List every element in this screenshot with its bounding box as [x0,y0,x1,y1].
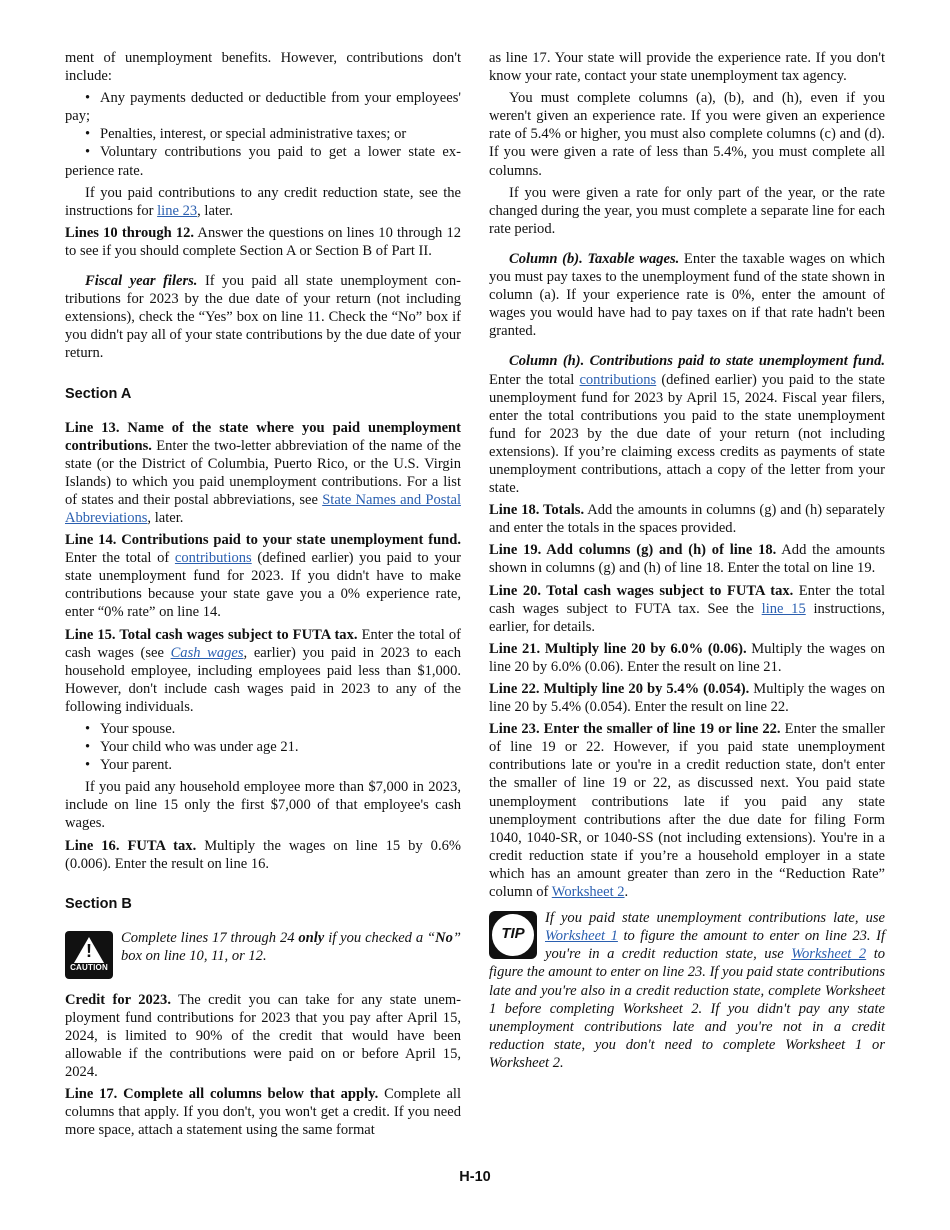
list-item: • Your parent. [65,756,461,774]
worksheet-2-link[interactable]: Worksheet 2 [551,884,625,901]
lines-10-12-heading: Lines 10 through 12. [65,224,195,241]
experience-rate-paragraph: as line 17. Your state will provide the experience rate. If you don't know your rate, contact your state unemployment tax agency. [489,50,885,85]
lines-10-12-paragraph: Lines 10 through 12. Answer the questions on lines 10 through 12 to see if you should complete Section A or Section B of Part II. [65,224,461,259]
tip-label: TIP [501,925,525,943]
line-19-paragraph: Line 19. Add columns (g) and (h) of line 18. Add the amounts shown in columns (g) and (h) of line 18. Enter the total on line 19. [489,542,885,577]
line-14-heading: Line 14. Contributions paid to your state unemployment fund. [65,532,461,549]
left-column [65,49,461,1144]
column-b-paragraph: Column (b). Taxable wages. Enter the taxable wages on which you must pay taxes to the unemployment fund of the state shown in column (a). If your experience rate is 0%, enter the amount of wages you would have had to pay taxes on if that rate hadn't been granted. [489,250,885,340]
page-number: H-10 [459,1169,491,1185]
worksheet-1-link[interactable]: Worksheet 1 [545,928,618,945]
required-columns-paragraph: You must complete columns (a), (b), and (h), even if you weren't given an experience rate. If you were given an experience rate of 5.4% or higher, you must also complete columns (c) and (d). If you were given a rate of less than 5.4%, you must complete all columns. [489,90,885,179]
line-13-paragraph: Line 13. Name of the state where you paid unemployment contributions. Enter the two-letter abbreviation of the name of the state (or the District of Columbia, Puerto Rico, or the U.S. Virgin Islands) to which you paid unemployment contributions. For a list of states and their postal abbreviations, see State Names and Postal Abbreviations, later. [65,419,461,526]
line-20-paragraph: Line 20. Total cash wages subject to FUTA tax. Enter the total cash wages subject to FUTA tax. See the line 15 instructions, earlier, for details. [489,582,886,635]
tip-icon [489,911,537,959]
exclusions-list [65,89,461,179]
list-item: • Any payments deducted or deductible from your employees' pay; [65,89,461,125]
cash-wages-link[interactable]: Cash wages [170,644,244,661]
credit-2023-paragraph: Credit for 2023. The credit you can take for any state unemployment fund contributions for 2023 that you pay after April 15, 2024, is limited to 90% of the credit that would have been allowable if the contributions were paid on or before April 15, 2024. [65,991,462,1081]
caution-icon: ! CAUTION [65,931,113,979]
contributions-intro: ment of unemployment benefits. However, contributions don't include: [65,50,461,85]
line-14-paragraph: Line 14. Contributions paid to your state unemployment fund. Enter the total of contributions (defined earlier) you paid to your state unemployment fund for 2023. If you didn't have to make contributions because your state gave you a 0% experience rate, enter “0% rate” on line 14. [65,532,461,621]
credit-2023-heading: Credit for 2023. [65,991,171,1008]
fiscal-year-heading: Fiscal year filers. [85,273,198,290]
line-13-heading: Line 13. Name of the state where you paid unemployment contributions. [65,419,461,454]
excluded-individuals-list [65,720,461,774]
section-b-heading: Section B [65,895,132,912]
line-20-heading: Line 20. Total cash wages subject to FUTA tax. [489,582,794,599]
line-15-paragraph: Line 15. Total cash wages subject to FUTA tax. Enter the total of cash wages (see Cash wages, earlier) you paid in 2023 to each household employee, including employees paid less than $1,000. However, don't include cash wages paid in 2023 to any of the following individuals. [65,626,462,715]
column-b-heading: Column (b). Taxable wages. [509,250,680,267]
state-abbreviations-link[interactable]: State Names and Postal Abbreviations [65,491,461,526]
contributions-link[interactable]: contributions [579,371,657,388]
caution-label: CAUTION [70,962,108,972]
line-17-paragraph: Line 17. Complete all columns below that apply. Complete all columns that apply. If you don't, you won't get a credit. If you need more space, attach a statement using the same format [65,1086,462,1139]
worksheet-2-link[interactable]: Worksheet 2 [791,946,867,963]
line-15-link[interactable]: line 15 [761,600,806,617]
line-19-heading: Line 19. Add columns (g) and (h) of line 18. [489,542,777,559]
list-item: • Your spouse. [65,720,461,738]
line-16-heading: Line 16. FUTA tax. [65,837,197,854]
line-22-heading: Line 22. Multiply line 20 by 5.4% (0.054). [489,681,750,697]
tip-box: TIP If you paid state unemployment contributions late, use Worksheet 1 to figure the amount to enter on line 23. If you're in a credit reduction state, use Worksheet 2 to figure the amount to enter on line 23. If you paid state contributions late and you're also in a credit reduction state, complete Worksheet 1 before completing Worksheet 2. If you didn't pay any state unemployment contributions late and you're not in a credit reduction state, you don't need to complete Worksheet 1 or Worksheet 2. [489,910,886,1071]
list-item: • Voluntary contributions you paid to get a lower state experience rate. [65,143,461,179]
list-item: • Your child who was under age 21. [65,738,461,756]
wage-limit-paragraph: If you paid any household employee more than $7,000 in 2023, include on line 15 only the first $7,000 of that employee's cash wages. [65,779,461,832]
fiscal-year-paragraph: Fiscal year filers. If you paid all state unemployment contributions for 2023 by the due date of your return (not including extensions), check the “Yes” box on line 11. Check the “No” box if you didn't pay all of your state contributions by the due date of your return. [65,273,461,362]
caution-text: Complete lines 17 through 24 only if you checked a “No” box on line 10, 11, or 12. [121,929,461,964]
column-h-paragraph: Column (h). Contributions paid to state unemployment fund. Enter the total contributions (defined earlier) you paid to the state unemployment fund for 2023 by April 15, 2024. Fiscal year filers, enter the total contributions you paid to the state unemployment fund for 2023 by the due date of your return (not including extensions). If you’re claiming excess credits as payments of state unemployment contributions, attach a copy of the letter from your state. [489,353,885,497]
line-21-paragraph: Line 21. Multiply line 20 by 6.0% (0.06). Multiply the wages on line 20 by 6.0% (0.06). Enter the result on line 21. [489,640,886,675]
line-23-paragraph: Line 23. Enter the smaller of line 19 or line 22. Enter the smaller of line 19 or 22. However, if you paid state unemployment contributions late or you're in a credit reduction state, don't enter the smaller of line 19 or 22, as discussed next. You paid state unemployment contributions late if you paid any state unemployment contributions after the due date for filing Form 1040, 1040-SR, or 1040-SS (not including extensions). You're in a credit reduction state if you’re a household employer in a state which has an amount greater than zero in the “Reduction Rate” column of Worksheet 2. [489,721,885,901]
line-23-link[interactable]: line 23 [157,202,198,219]
line-17-heading: Line 17. Complete all columns below that apply. [65,1086,379,1103]
line-18-heading: Line 18. Totals. [489,502,585,519]
credit-reduction-note: If you paid contributions to any credit reduction state, see the instructions for line 23, later. [65,184,461,219]
list-item: • Penalties, interest, or special administrative taxes; or [65,125,461,143]
line-22-paragraph: Line 22. Multiply line 20 by 5.4% (0.054). Multiply the wages on line 20 by 5.4% (0.054). Enter the result on line 22. [489,681,886,716]
column-h-heading: Column (h). Contributions paid to state unemployment fund. [509,353,885,370]
contributions-link[interactable]: contributions [174,550,252,567]
line-23-heading: Line 23. Enter the smaller of line 19 or line 22. [489,721,781,738]
rate-period-paragraph: If you were given a rate for only part of the year, or the rate changed during the year, you must complete a separate line for each rate period. [489,184,885,237]
caution-box [65,929,461,981]
section-a-heading: Section A [65,385,132,402]
line-15-heading: Line 15. Total cash wages subject to FUTA tax. [65,626,358,643]
line-18-paragraph: Line 18. Totals. Add the amounts in columns (g) and (h) separately and enter the totals in the spaces provided. [489,502,885,537]
line-21-heading: Line 21. Multiply line 20 by 6.0% (0.06). [489,640,747,657]
right-column [489,49,885,1072]
line-16-paragraph: Line 16. FUTA tax. Multiply the wages on line 15 by 0.6% (0.006). Enter the result on line 16. [65,837,461,872]
